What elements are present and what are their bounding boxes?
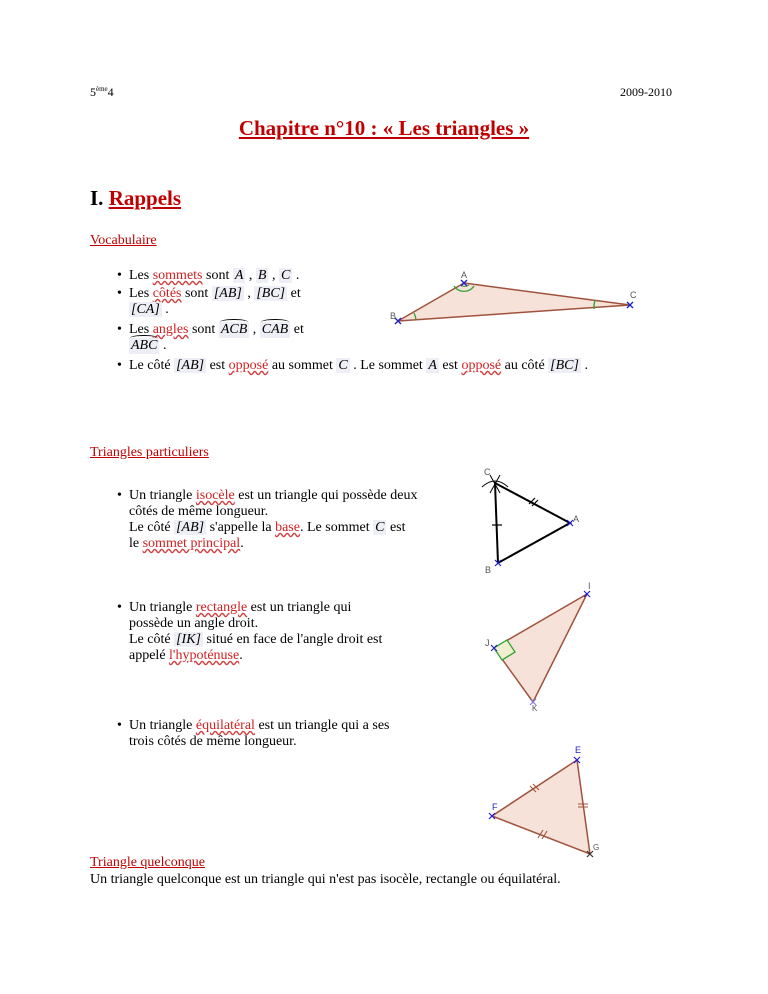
rectangle-item bbox=[117, 600, 477, 664]
label-g: G bbox=[593, 843, 600, 852]
triangle-figure-4 bbox=[480, 740, 610, 865]
label-e: E bbox=[575, 745, 582, 755]
quelconque-text: Un triangle quelconque est un triangle qui n'est pas isocèle, rectangle ou équilatéral. bbox=[90, 872, 561, 887]
triangle-efg bbox=[492, 760, 590, 854]
label-a: A bbox=[460, 270, 468, 280]
triangle-figure-2 bbox=[470, 465, 590, 580]
label-b: B bbox=[485, 565, 492, 575]
label-i: I bbox=[588, 582, 591, 591]
triangle-figure-3 bbox=[480, 582, 600, 712]
list-item: • Un triangle rectangle est un triangle qui possède un angle droit. Le côté [IK] situé en face de l'angle droit est appelé l'hypoténuse. bbox=[117, 600, 477, 664]
list-item: • Les côtés sont [AB] , [BC] et [CA] . bbox=[117, 286, 717, 318]
triangle-isocele bbox=[495, 483, 570, 563]
page-title: Chapitre n°10 : « Les triangles » bbox=[238, 116, 530, 140]
triangle-abc bbox=[398, 283, 630, 321]
particular-heading: Triangles particuliers bbox=[90, 445, 209, 460]
triangle-figure-1 bbox=[380, 268, 650, 328]
label-a: A bbox=[573, 514, 580, 524]
list-item: • Les angles sont ACB , CAB et ABC . bbox=[117, 322, 717, 354]
label-j: J bbox=[485, 638, 490, 648]
label-f: F bbox=[492, 802, 498, 812]
isocele-item bbox=[117, 488, 477, 552]
label-c: C bbox=[484, 467, 491, 477]
quelconque-heading: Triangle quelconque bbox=[90, 855, 205, 870]
label-c: C bbox=[630, 290, 637, 300]
list-item: • Le côté [AB] est opposé au sommet C . Le sommet A est opposé au côté [BC] . bbox=[117, 358, 717, 374]
label-k: K bbox=[532, 704, 538, 712]
school-year: 2009-2010 bbox=[620, 85, 672, 99]
equilateral-item bbox=[117, 718, 477, 750]
vocab-heading: Vocabulaire bbox=[90, 233, 157, 248]
list-item: • Un triangle équilatéral est un triangle qui a ses trois côtés de même longueur. bbox=[117, 718, 477, 750]
point-i-mark bbox=[584, 591, 590, 597]
class-label: 5ème4 bbox=[90, 85, 114, 99]
section-heading: I. Rappels bbox=[90, 186, 182, 210]
list-item: • Un triangle isocèle est un triangle qui possède deux côtés de même longueur. Le côté [AB] s'appelle la base. Le sommet C est le sommet principal. bbox=[117, 488, 477, 552]
label-b: B bbox=[390, 311, 397, 321]
list-item: • Les sommets sont A , B , C . bbox=[117, 268, 717, 284]
